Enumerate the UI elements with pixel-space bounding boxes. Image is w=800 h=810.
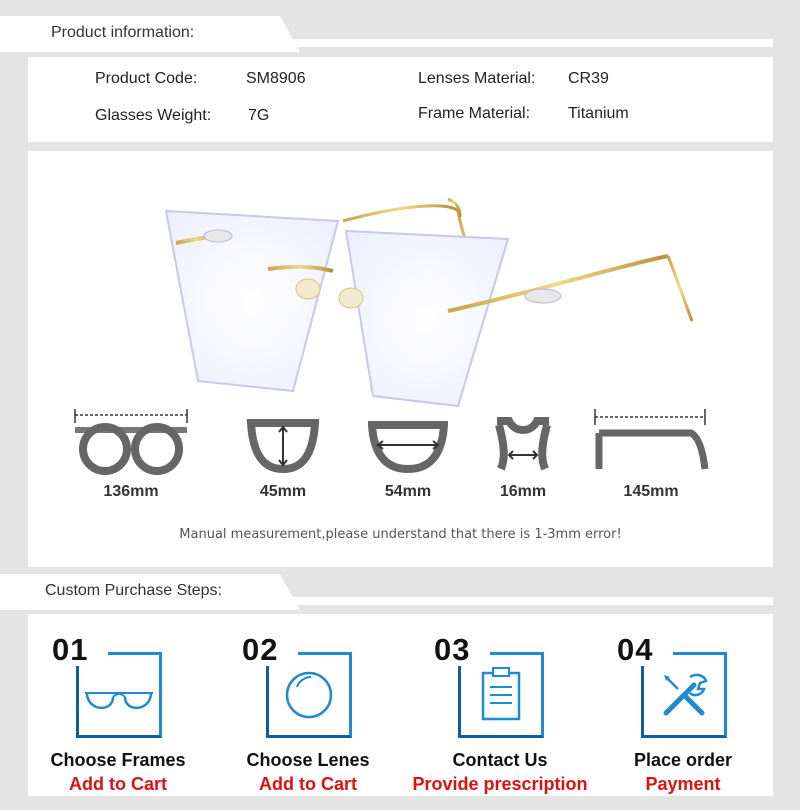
step-title: Choose Frames	[50, 750, 186, 770]
product-code-value: SM8906	[246, 70, 306, 87]
bridge-width-icon	[493, 407, 553, 475]
glasses-product-image	[158, 181, 698, 411]
step-action[interactable]: Provide prescription	[412, 774, 588, 794]
header-rule	[280, 597, 773, 605]
glasses-weight-value: 7G	[248, 107, 270, 124]
lens-height-value: 45mm	[259, 483, 307, 500]
measure-bridge-width	[458, 407, 588, 501]
measurement-note: Manual measurement,please understand that there is 1-3mm error!	[179, 527, 622, 542]
lens-width-value: 54mm	[384, 483, 432, 500]
step-2	[218, 632, 398, 797]
steps-panel	[28, 614, 773, 796]
step-action[interactable]: Add to Cart	[69, 774, 167, 794]
measure-frame-width	[66, 407, 196, 501]
step-action[interactable]: Add to Cart	[259, 774, 357, 794]
step-number: 03	[434, 632, 471, 667]
frame-width-value: 136mm	[103, 483, 159, 500]
lens-width-icon	[368, 407, 448, 475]
product-image-panel	[28, 151, 773, 567]
bridge-width-value: 16mm	[499, 483, 547, 500]
glasses-weight-label: Glasses Weight:	[95, 107, 212, 124]
lens-icon	[269, 655, 349, 735]
step-number: 04	[617, 632, 654, 667]
product-code-label: Product Code:	[95, 70, 198, 87]
product-info-title: Product information:	[51, 24, 195, 41]
step-action[interactable]: Payment	[645, 774, 721, 794]
frame-material-label: Frame Material:	[418, 105, 531, 122]
glasses-icon	[79, 655, 159, 735]
step-number: 01	[52, 632, 89, 667]
frame-width-icon	[69, 407, 193, 475]
temple-length-icon	[589, 407, 713, 475]
measure-temple-length	[586, 407, 716, 501]
step-4	[593, 632, 773, 797]
step-title: Contact Us	[452, 750, 548, 770]
frame-material-value: Titanium	[568, 105, 629, 122]
measure-lens-width	[343, 407, 473, 501]
clipboard-icon	[461, 655, 541, 735]
step-3	[410, 632, 590, 797]
lens-height-icon	[243, 407, 323, 475]
temple-length-value: 145mm	[623, 483, 679, 500]
steps-title: Custom Purchase Steps:	[45, 582, 222, 599]
step-title: Place order	[633, 750, 733, 770]
measure-lens-height	[218, 407, 348, 501]
product-info-panel	[28, 57, 773, 142]
step-number: 02	[242, 632, 279, 667]
lenses-material-value: CR39	[568, 70, 609, 87]
step-title: Choose Lenes	[246, 750, 370, 770]
tools-icon	[644, 655, 724, 735]
step-1	[28, 632, 208, 797]
header-rule	[280, 39, 773, 47]
lenses-material-label: Lenses Material:	[418, 70, 536, 87]
